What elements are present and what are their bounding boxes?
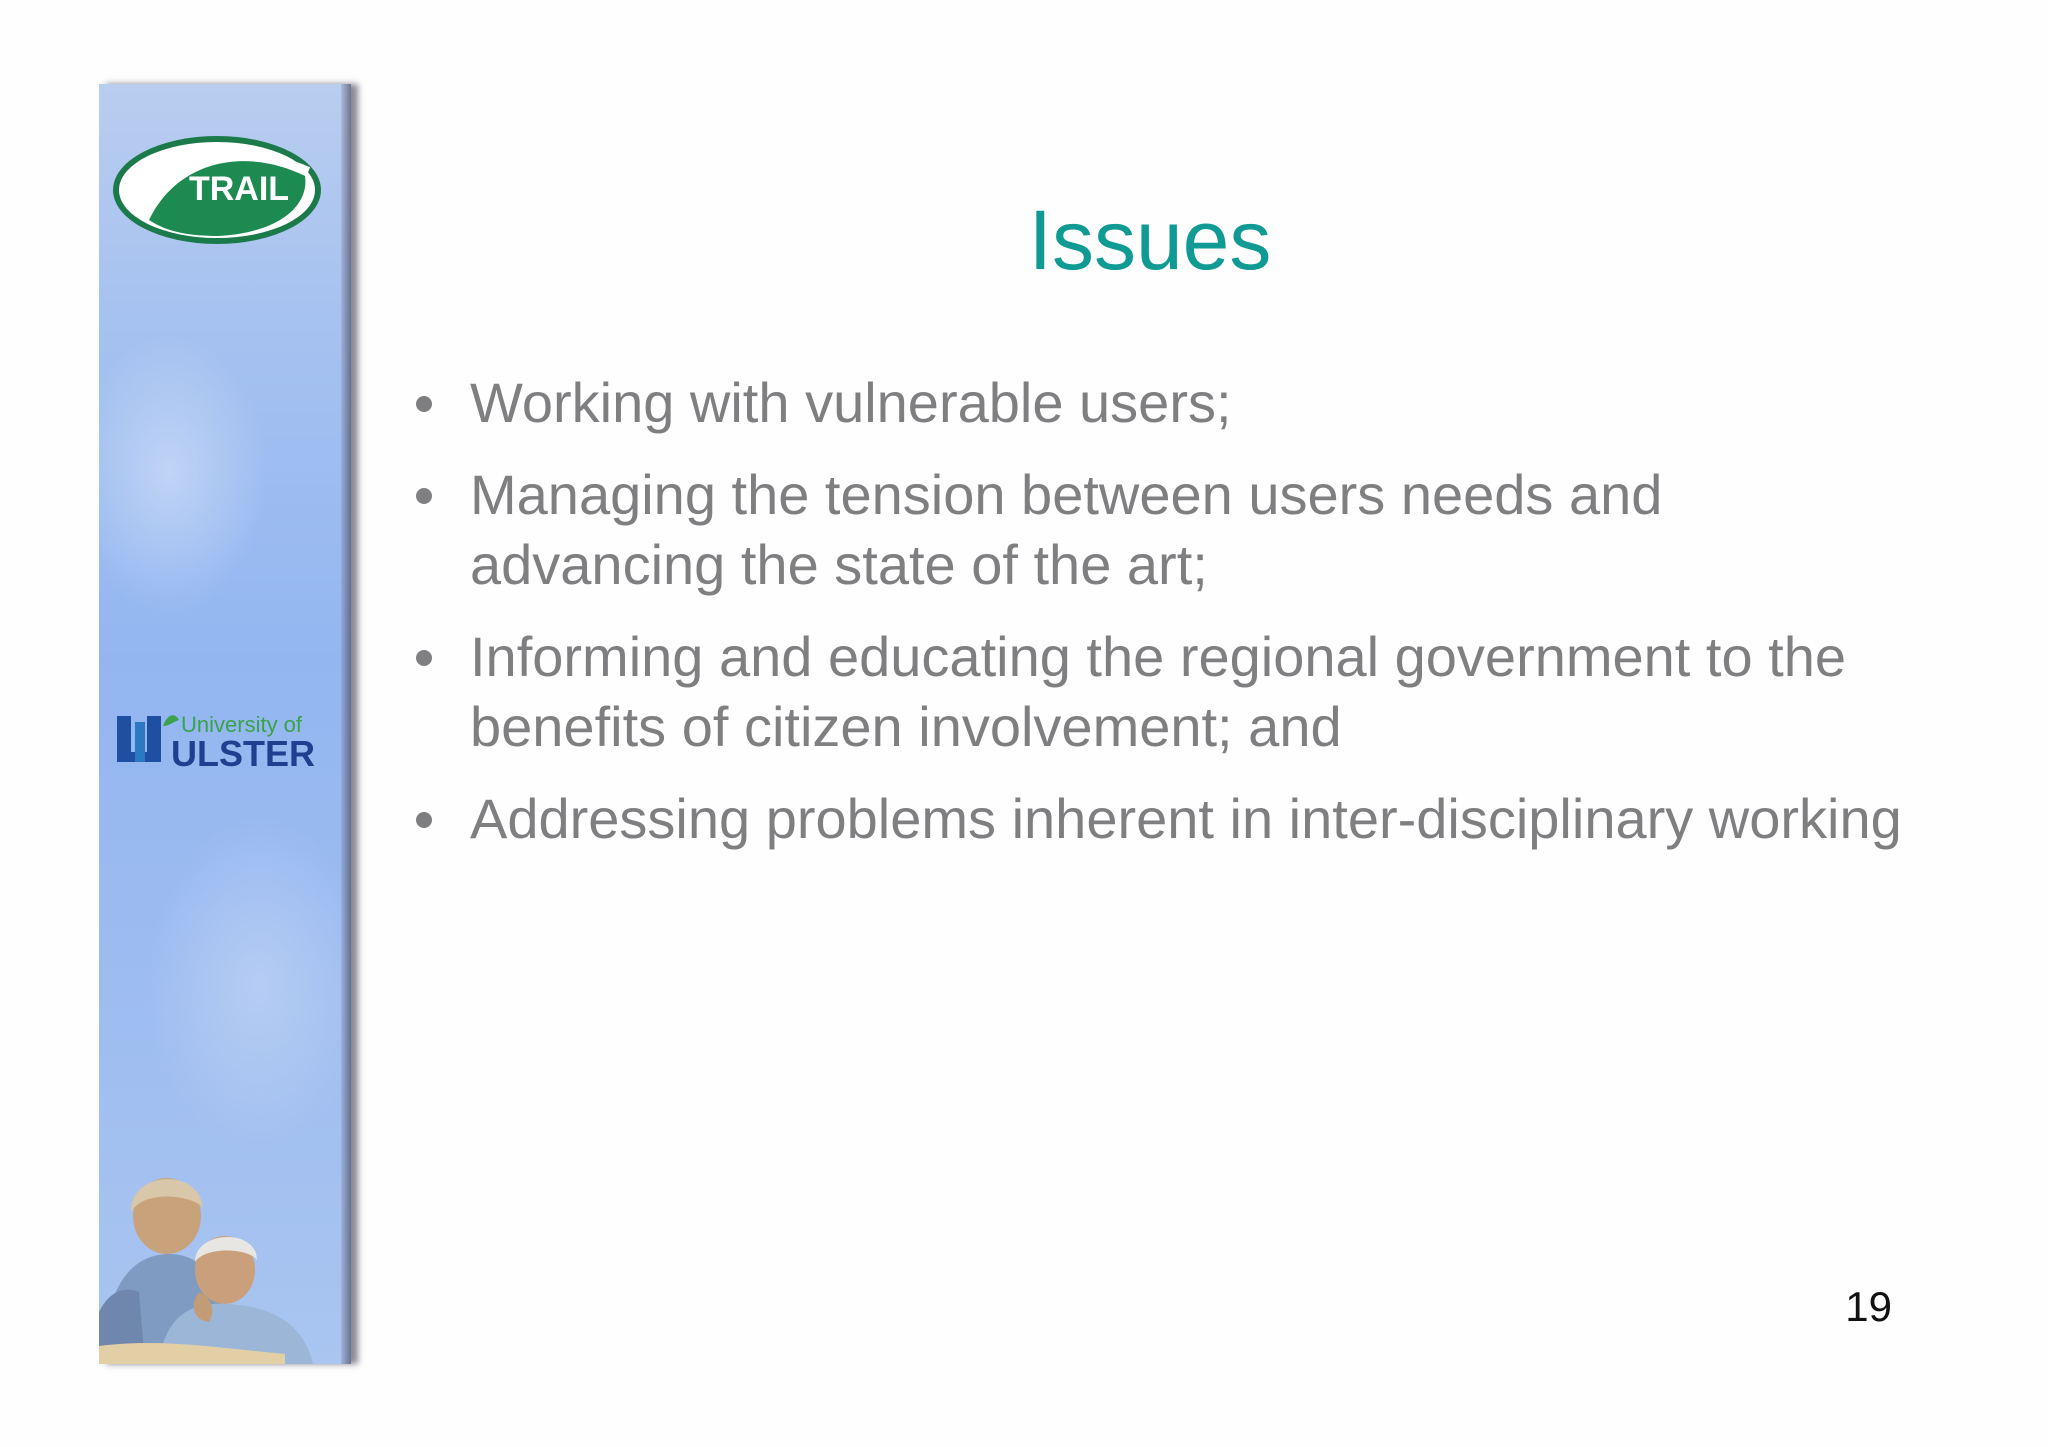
decorative-sidebar xyxy=(99,84,351,1364)
ulster-logo-top-text: University of xyxy=(181,712,303,737)
slide-title: Issues xyxy=(1028,193,1272,287)
bullet-dot-icon xyxy=(416,396,432,412)
bullet-dot-icon xyxy=(416,650,432,666)
bullet-list xyxy=(412,368,1902,876)
ulster-logo-name-text: ULSTER xyxy=(171,733,315,774)
trail-logo-icon xyxy=(109,128,325,248)
bullet-dot-icon xyxy=(416,812,432,828)
bullet-item xyxy=(412,460,1902,600)
bullet-item xyxy=(412,784,1902,854)
page-number: 19 xyxy=(1845,1283,1892,1330)
trail-logo-text: TRAIL xyxy=(188,170,290,208)
bullet-text: Addressing problems inherent in inter-disciplinary working xyxy=(470,787,1902,850)
bullet-item xyxy=(412,368,1902,438)
bullet-text: Informing and educating the regional government to the benefits of citizen involvement; and xyxy=(470,625,1847,758)
ulster-logo-icon xyxy=(115,704,331,776)
elderly-couple-photo xyxy=(99,1142,351,1364)
bullet-text: Managing the tension between users needs and advancing the state of the art; xyxy=(470,463,1663,596)
bullet-text: Working with vulnerable users; xyxy=(470,371,1232,434)
bullet-item xyxy=(412,622,1902,762)
bullet-dot-icon xyxy=(416,488,432,504)
